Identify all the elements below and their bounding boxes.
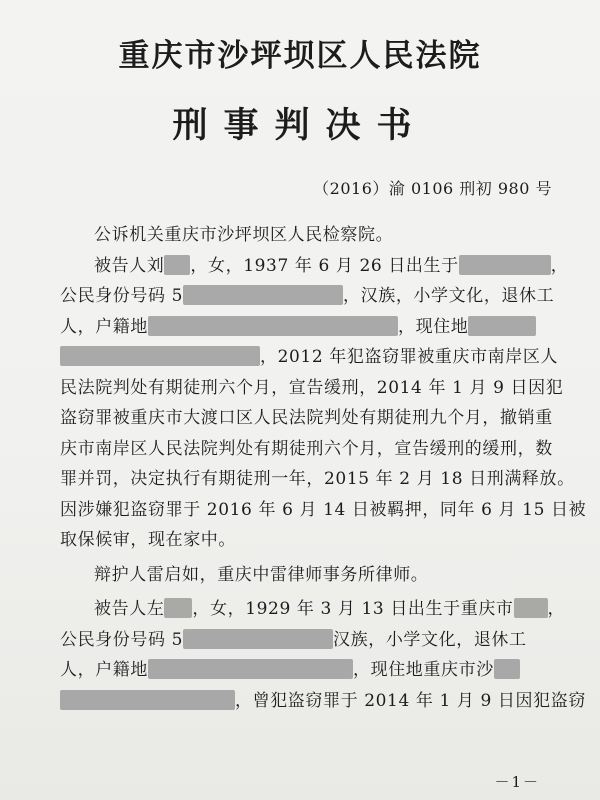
redaction-block [494,659,520,679]
defender-line [60,560,560,591]
text-span: 公民身份号码 5 [60,629,184,650]
redaction-block [183,629,333,649]
redaction-block [148,316,398,336]
redaction-block [183,285,343,305]
defendant2-residence-line [60,655,560,686]
text-span: 汉族，小学文化，退休工 [333,629,527,650]
text-span: ，现住地重庆市沙 [353,660,494,680]
text-span: ，女，1937 年 6 月 26 日出生于 [190,255,459,276]
defendant1-record-line [60,342,560,373]
text-line [60,373,564,404]
defendant1-residence-line [60,312,560,343]
text-span: 罪并罚，决定执行有期徒刑一年，2015 年 2 月 18 日刑满释放。 [60,469,575,489]
defendant1-line [60,251,569,282]
text-span: 公诉机关重庆市沙坪坝区人民检察院。 [94,225,394,245]
text-span: 人，户籍地 [60,316,148,337]
redaction-block [164,598,192,618]
text-span: 因涉嫌犯盗窃罪于 2016 年 6 月 14 日被羁押，同年 6 月 15 日被 [60,499,587,520]
court-name: 重庆市沙坪坝区人民法院 [118,38,482,74]
defendant1-id-line [60,281,560,312]
text-span: 公民身份号码 5 [60,286,184,306]
defendant2-id-line [60,625,560,656]
text-span: 被告人刘 [94,255,165,276]
redaction-block [514,598,548,618]
text-line [60,495,587,526]
text-line [60,464,575,495]
redaction-block [60,690,235,710]
text-span: ，2012 年犯盗窃罪被重庆市南岸区人 [260,347,559,367]
defendant2-record-line [60,686,586,717]
text-line [60,434,560,465]
page-number: －1－ [494,773,540,791]
redaction-block [164,255,190,275]
redaction-block [468,316,536,336]
text-span: ， [547,599,566,619]
text-span: 人，户籍地 [60,660,148,680]
text-span: ，女，1929 年 3 月 13 日出生于重庆市 [192,599,514,619]
text-span: ，汉族，小学文化，退休工 [343,286,555,306]
redaction-block [148,659,353,679]
document-title: 刑事判决书 [172,105,428,146]
text-span: 取保候审，现在家中。 [60,530,236,550]
judgment-body [60,220,587,716]
defendant2-line [60,594,566,625]
text-span: 盗窃罪被重庆市大渡口区人民法院判处有期徒刑九个月，撤销重 [60,408,553,428]
text-span: ，曾犯盗窃罪于 2014 年 1 月 9 日因犯盗窃 [235,690,586,711]
redaction-block [459,255,551,275]
text-span: 辩护人雷启如，重庆中雷律师事务所律师。 [94,564,429,585]
case-number: （2016）渝 0106 刑初 980 号 [313,179,552,198]
redaction-block [60,346,260,366]
text-span: ， [550,255,569,276]
text-line [60,403,560,434]
text-span: ，现住地 [398,316,469,337]
text-span: 民法院判处有期徒刑六个月，宣告缓刑，2014 年 1 月 9 日因犯 [60,377,564,398]
text-span: 被告人左 [94,599,165,619]
text-line [60,525,560,556]
text-span: 庆市南岸区人民法院判处有期徒刑六个月，宣告缓刑的缓刑，数 [60,438,553,459]
prosecutor-line [60,220,560,251]
